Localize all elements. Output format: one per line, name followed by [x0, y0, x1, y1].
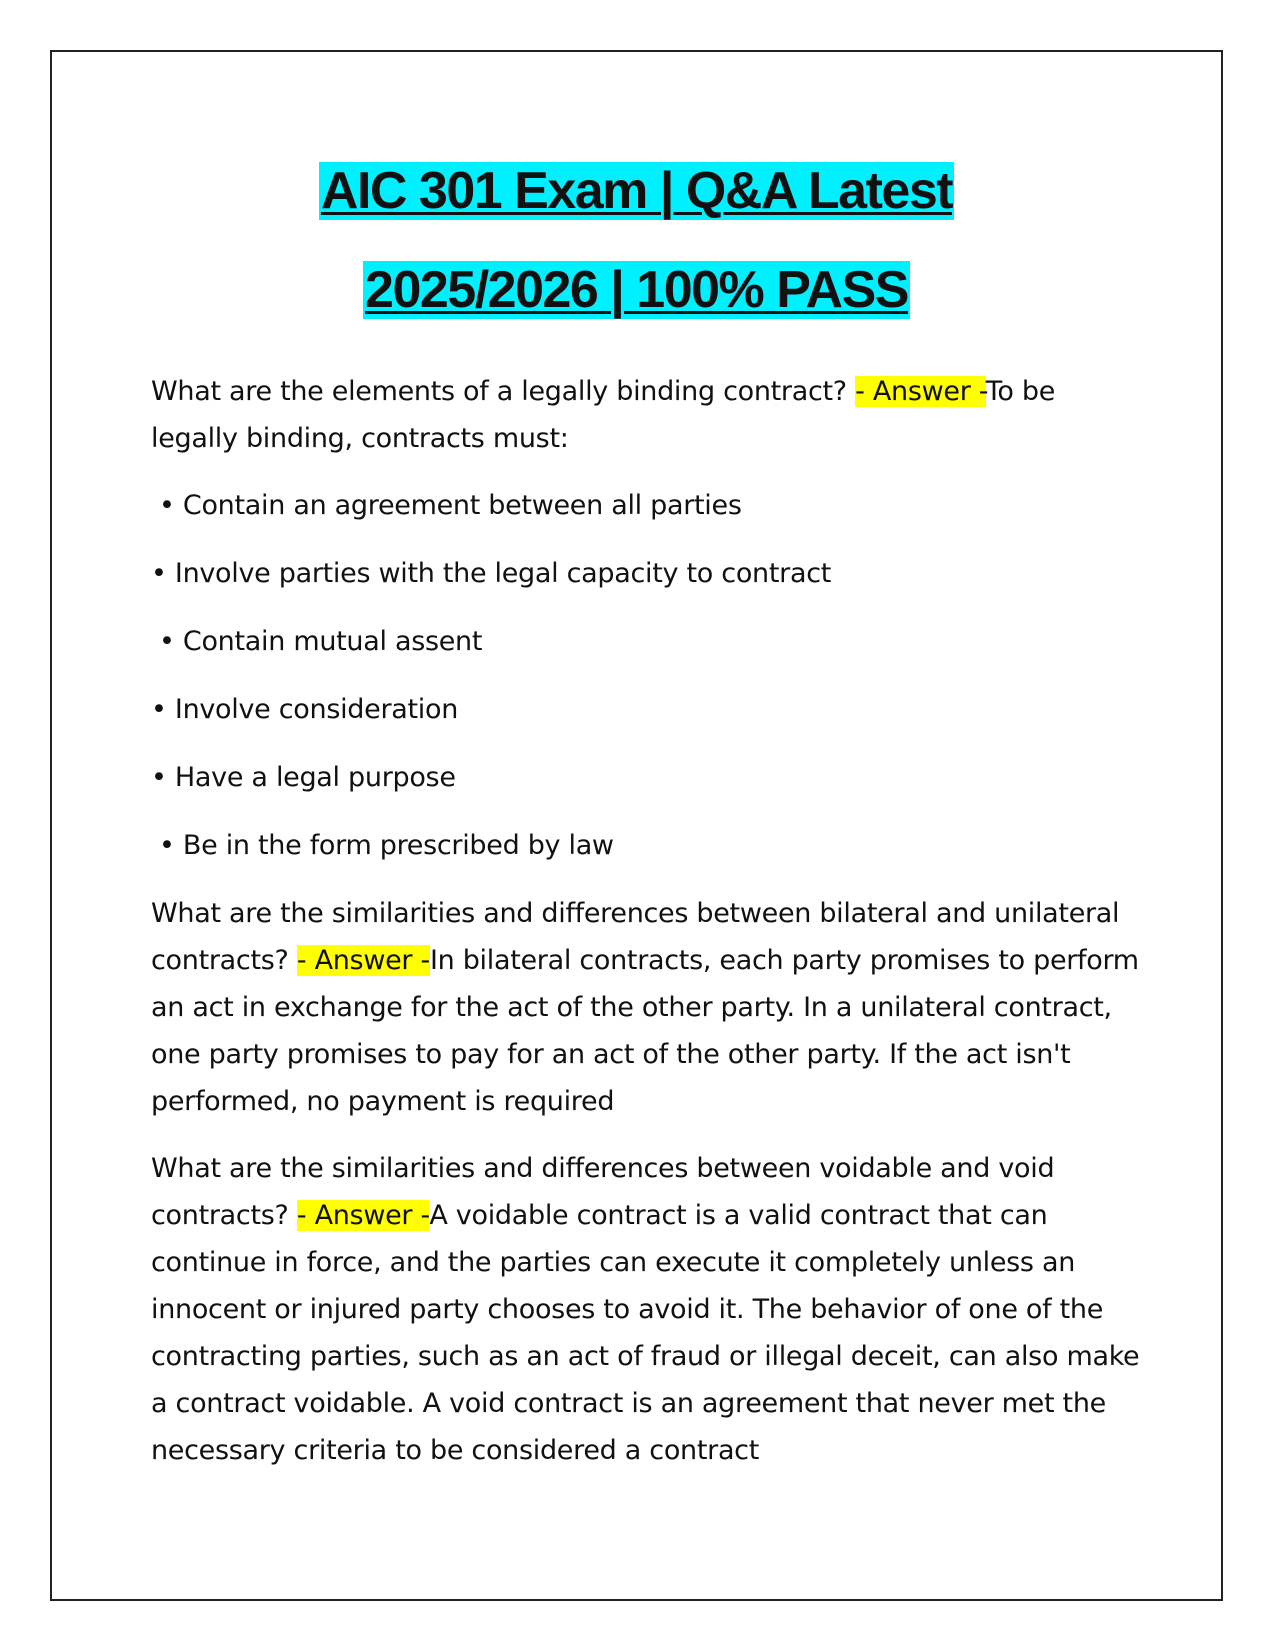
answer-bullet-list — [151, 482, 1141, 869]
answer-text: In bilateral contracts, each party promises to perform an act in exchange for the act of the other party. In a unilateral contract, one party promises to pay for an act of the other party. If the act isn't performed, no payment is required — [151, 945, 1139, 1117]
bullet-item: • Have a legal purpose — [151, 762, 456, 793]
title-line-2-text: 2025/2026 | 100% PASS — [365, 261, 908, 319]
document-title — [50, 148, 1223, 346]
bullet-item: • Be in the form prescribed by law — [159, 830, 614, 861]
qa-content — [151, 368, 1141, 1494]
bullet-item: • Involve parties with the legal capacity to contract — [151, 558, 832, 589]
question-text: What are the elements of a legally binding contract? — [151, 376, 847, 407]
bullet-item: • Involve consideration — [151, 694, 459, 725]
answer-text: To be legally binding, contracts must: — [151, 376, 1056, 454]
bullet-item: • Contain an agreement between all parties — [159, 490, 742, 521]
title-line-1-text: AIC 301 Exam | Q&A Latest — [320, 162, 953, 220]
answer-text: A voidable contract is a valid contract that can continue in force, and the parties can execute it completely unless an innocent or injured party chooses to avoid it. The behavior of one of the contracting parties, such as an act of fraud or illegal deceit, can also make a contract voidable. A void contract is an agreement that never met the necessary criteria to be considered a contract — [151, 1200, 1140, 1466]
title-line-1 — [50, 148, 1223, 247]
qa-item-1 — [151, 368, 1141, 869]
answer-marker: - Answer - — [296, 945, 430, 976]
title-line-2 — [50, 247, 1223, 346]
bullet-item: • Contain mutual assent — [159, 626, 483, 657]
qa-item-2 — [151, 890, 1141, 1125]
answer-marker: - Answer - — [296, 1200, 430, 1231]
question-text: What are the similarities and differences between voidable and void contracts? — [151, 1153, 1055, 1231]
answer-marker: - Answer - — [855, 376, 986, 407]
qa-item-3 — [151, 1145, 1141, 1474]
question-text: What are the similarities and differences between bilateral and unilateral contracts? — [151, 898, 1120, 976]
